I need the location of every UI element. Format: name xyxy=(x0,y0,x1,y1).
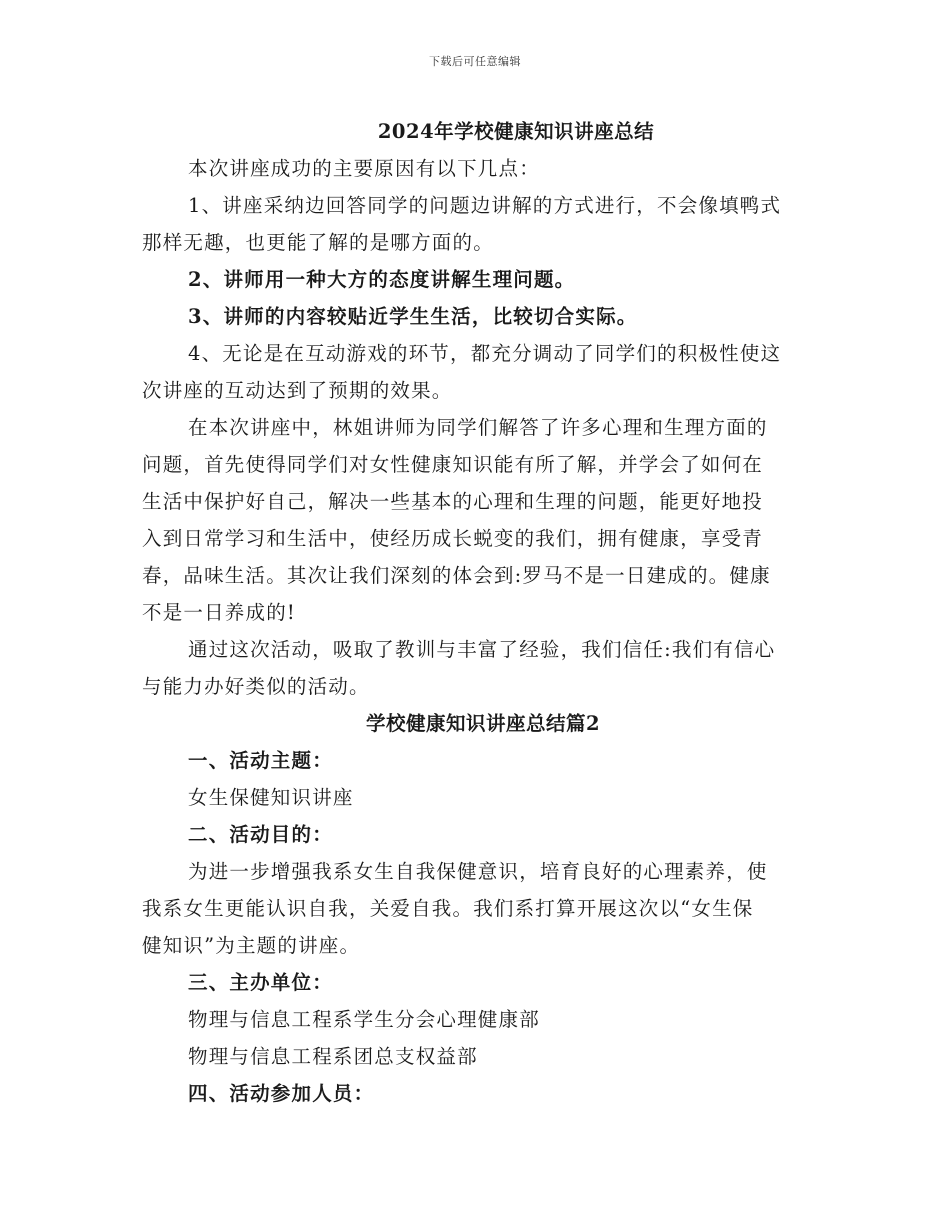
purpose-paragraph-line: 为进一步增强我系女生自我保健意识，培育良好的心理素养，使 xyxy=(188,860,768,883)
intro-paragraph: 本次讲座成功的主要原因有以下几点： xyxy=(188,157,540,180)
point-4-line-2: 次讲座的互动达到了预期的效果。 xyxy=(142,379,453,402)
heading-activity-purpose: 二、活动目的： xyxy=(188,823,333,846)
conclusion-paragraph-line: 通过这次活动，吸取了教训与丰富了经验，我们信任:我们有信心 xyxy=(188,638,776,661)
conclusion-paragraph-line: 与能力办好类似的活动。 xyxy=(142,675,370,698)
activity-theme-text: 女生保健知识讲座 xyxy=(188,786,354,809)
section-2-title: 学校健康知识讲座总结篇2 xyxy=(365,712,601,735)
organizer-1: 物理与信息工程系学生分会心理健康部 xyxy=(188,1008,540,1031)
summary-paragraph-line: 不是一日养成的! xyxy=(142,601,296,624)
heading-participants: 四、活动参加人员： xyxy=(188,1082,375,1105)
page-header-note: 下载后可任意编辑 xyxy=(429,55,521,68)
point-2: 2、讲师用一种大方的态度讲解生理问题。 xyxy=(188,268,576,291)
point-1-line-2: 那样无趣，也更能了解的是哪方面的。 xyxy=(142,231,494,254)
document-body xyxy=(142,113,812,1112)
heading-organizer: 三、主办单位： xyxy=(188,971,333,994)
summary-paragraph-line: 在本次讲座中，林姐讲师为同学们解答了许多心理和生理方面的 xyxy=(188,416,768,439)
document-title: 2024年学校健康知识讲座总结 xyxy=(377,120,655,143)
heading-activity-theme: 一、活动主题： xyxy=(188,749,333,772)
purpose-paragraph-line: 我系女生更能认识自我，关爱自我。我们系打算开展这次以“女生保 xyxy=(142,897,754,920)
purpose-paragraph-line: 健知识”为主题的讲座。 xyxy=(142,934,361,957)
point-4-line-1: 4、无论是在互动游戏的环节，都充分调动了同学们的积极性使这 xyxy=(188,342,782,365)
organizer-2: 物理与信息工程系团总支权益部 xyxy=(188,1045,478,1068)
summary-paragraph-line: 问题，首先使得同学们对女性健康知识能有所了解，并学会了如何在 xyxy=(142,453,764,476)
summary-paragraph-line: 生活中保护好自己，解决一些基本的心理和生理的问题，能更好地投 xyxy=(142,490,764,513)
summary-paragraph-line: 入到日常学习和生活中，使经历成长蜕变的我们，拥有健康，享受青 xyxy=(142,527,764,550)
summary-paragraph-line: 春，品味生活。其次让我们深刻的体会到:罗马不是一日建成的。健康 xyxy=(142,564,771,587)
point-1-line-1: 1、讲座采纳边回答同学的问题边讲解的方式进行，不会像填鸭式 xyxy=(188,194,782,217)
point-3: 3、讲师的内容较贴近学生生活，比较切合实际。 xyxy=(188,305,638,328)
